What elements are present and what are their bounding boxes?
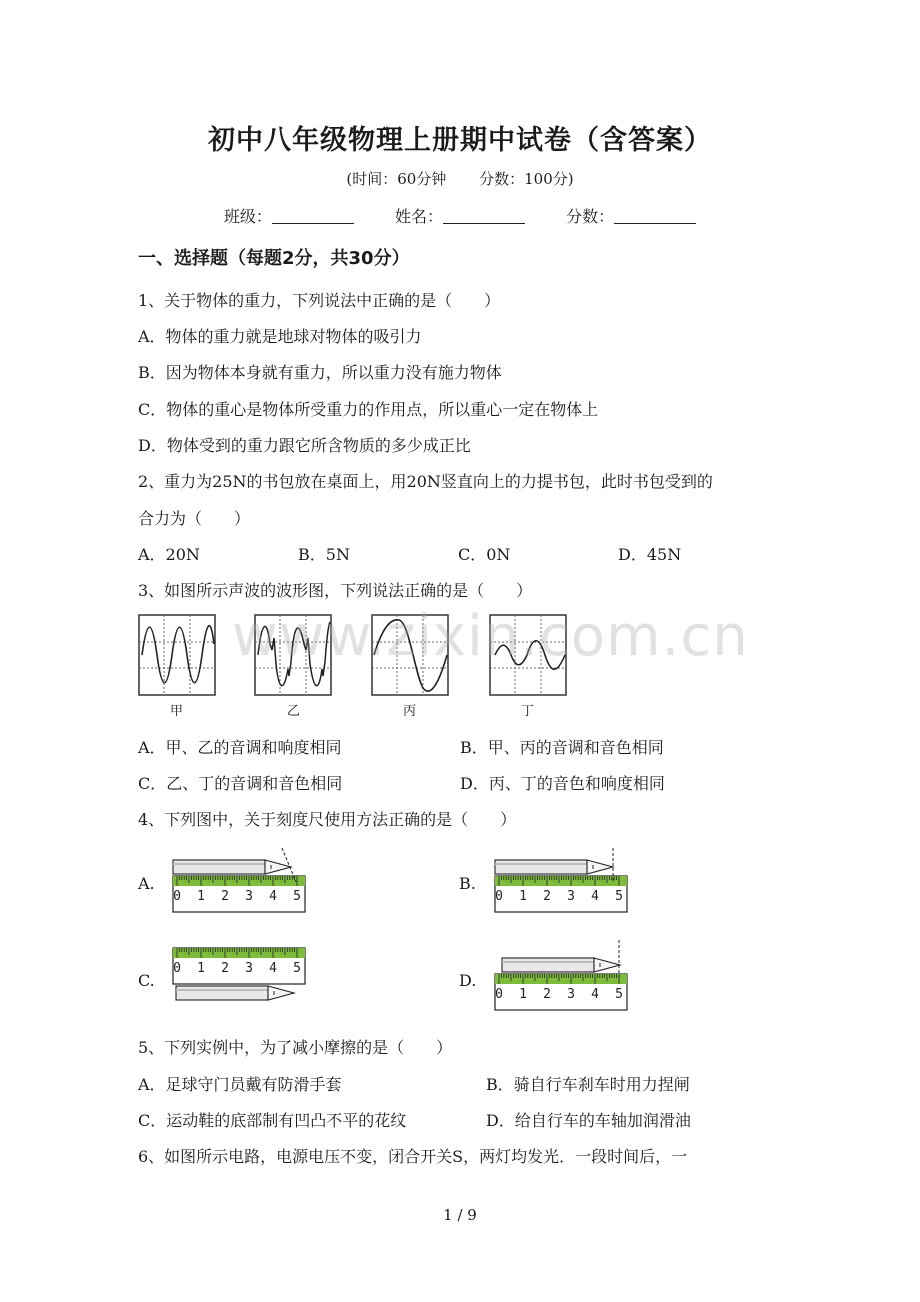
question-6-stem: 6、如图所示电路，电源电压不变，闭合开关S，两灯均发光．一段时间后，一	[138, 1147, 688, 1166]
total-score: 分数：100分)	[479, 170, 574, 188]
ruler-tick-label: 5	[615, 889, 623, 904]
question-5-options-row1	[138, 1072, 808, 1095]
waveform-label-bing: 丙	[403, 704, 417, 719]
ruler	[495, 876, 627, 912]
page-number: 1 / 9	[443, 1206, 477, 1224]
ruler-tick-label: 4	[591, 889, 599, 904]
waveform-label-jia: 甲	[170, 704, 184, 719]
question-4-option-a: A.	[138, 874, 155, 893]
pencil	[173, 860, 291, 874]
question-3-options-row2	[138, 771, 782, 794]
question-3-option-b: B．甲、丙的音调和音色相同	[460, 738, 664, 757]
question-4-option-b: B.	[459, 874, 476, 893]
ruler-tick-label: 2	[543, 987, 551, 1002]
ruler-tick-label: 1	[197, 889, 205, 904]
ruler-tick-label: 2	[543, 889, 551, 904]
question-1-option-b: B．因为物体本身就有重力，所以重力没有施力物体	[138, 363, 502, 382]
ruler-tick-label: 2	[221, 961, 229, 976]
ruler-tick-label: 3	[245, 889, 253, 904]
question-2-option-a: A．20N	[138, 545, 200, 564]
ruler-tick-label: 1	[519, 987, 527, 1002]
exam-meta	[0, 168, 920, 189]
question-4-option-c: C.	[138, 971, 155, 990]
question-5-option-a: A．足球守门员戴有防滑手套	[138, 1075, 342, 1094]
watermark: www.zixin.com.cn	[232, 604, 749, 669]
ruler-tick-label: 4	[269, 961, 277, 976]
waveform-jia	[138, 614, 216, 696]
ruler-tick-label: 1	[519, 889, 527, 904]
ruler-tick-label: 0	[495, 889, 503, 904]
name-blank[interactable]	[443, 209, 525, 224]
question-2-option-d: D．45N	[618, 545, 682, 564]
ruler-tick-label: 3	[245, 961, 253, 976]
question-5-option-b: B．骑自行车刹车时用力捏闸	[486, 1075, 690, 1094]
pencil	[176, 986, 294, 1000]
ruler-figure-c	[170, 942, 310, 1008]
waveform-label-yi: 乙	[287, 704, 301, 719]
question-5-options-row2	[138, 1108, 808, 1131]
waveform-ding	[489, 614, 567, 696]
waveform-bing	[371, 614, 449, 696]
class-blank[interactable]	[272, 209, 354, 224]
student-info	[0, 204, 920, 227]
question-2-stem: 2、重力为25N的书包放在桌面上，用20N竖直向上的力提书包，此时书包受到的	[138, 472, 713, 491]
question-1-stem: 1、关于物体的重力，下列说法中正确的是（ ）	[138, 291, 501, 310]
pencil	[502, 958, 620, 972]
question-5-option-d: D．给自行车的车轴加润滑油	[486, 1111, 691, 1130]
time-limit: (时间：60分钟	[346, 170, 447, 188]
ruler-tick-label: 5	[615, 987, 623, 1002]
ruler	[495, 974, 627, 1010]
question-4-option-d: D.	[459, 971, 477, 990]
ruler	[173, 876, 305, 912]
ruler-figure-a	[170, 842, 310, 916]
ruler-tick-label: 3	[567, 987, 575, 1002]
score-label: 分数：	[566, 207, 615, 226]
ruler-tick-label: 4	[591, 987, 599, 1002]
question-3-option-c: C．乙、丁的音调和音色相同	[138, 774, 343, 793]
question-1-option-a: A．物体的重力就是地球对物体的吸引力	[138, 327, 422, 346]
question-1-option-d: D．物体受到的重力跟它所含物质的多少成正比	[138, 436, 471, 455]
name-field	[395, 204, 525, 227]
question-5-stem: 5、下列实例中，为了减小摩擦的是（ ）	[138, 1038, 453, 1057]
question-2-options	[138, 542, 778, 565]
waveform-label-ding: 丁	[521, 704, 535, 719]
question-4-stem: 4、下列图中，关于刻度尺使用方法正确的是（ ）	[138, 810, 517, 829]
waveform-yi	[254, 614, 332, 696]
exam-title: 初中八年级物理上册期中试卷（含答案）	[208, 125, 712, 156]
ruler-tick-label: 3	[567, 889, 575, 904]
question-3-stem: 3、如图所示声波的波形图，下列说法正确的是（ ）	[138, 581, 533, 600]
ruler-figure-d	[492, 938, 632, 1012]
ruler-tick-label: 5	[293, 889, 301, 904]
ruler-tick-label: 1	[197, 961, 205, 976]
ruler-tick-label: 2	[221, 889, 229, 904]
score-blank[interactable]	[614, 209, 696, 224]
score-field	[566, 204, 696, 227]
ruler-figure-b	[492, 842, 632, 916]
question-3-option-a: A．甲、乙的音调和响度相同	[138, 738, 342, 757]
ruler-tick-label: 5	[293, 961, 301, 976]
class-field	[224, 204, 354, 227]
ruler-tick-label: 0	[173, 889, 181, 904]
class-label: 班级：	[223, 207, 272, 226]
ruler-tick-label: 4	[269, 889, 277, 904]
ruler	[173, 948, 305, 984]
question-3-option-d: D．丙、丁的音色和响度相同	[460, 774, 665, 793]
question-2-stem-cont: 合力为（ ）	[138, 509, 251, 528]
name-label: 姓名：	[394, 207, 443, 226]
ruler-tick-label: 0	[495, 987, 503, 1002]
question-5-option-c: C．运动鞋的底部制有凹凸不平的花纹	[138, 1111, 407, 1130]
question-1-option-c: C．物体的重心是物体所受重力的作用点，所以重心一定在物体上	[138, 400, 599, 419]
ruler-tick-label: 0	[173, 961, 181, 976]
question-2-option-b: B．5N	[298, 545, 350, 564]
pencil	[495, 860, 613, 874]
section-heading: 一、选择题（每题2分，共30分）	[138, 248, 410, 269]
question-2-option-c: C．0N	[458, 545, 511, 564]
question-3-options-row1	[138, 735, 782, 758]
